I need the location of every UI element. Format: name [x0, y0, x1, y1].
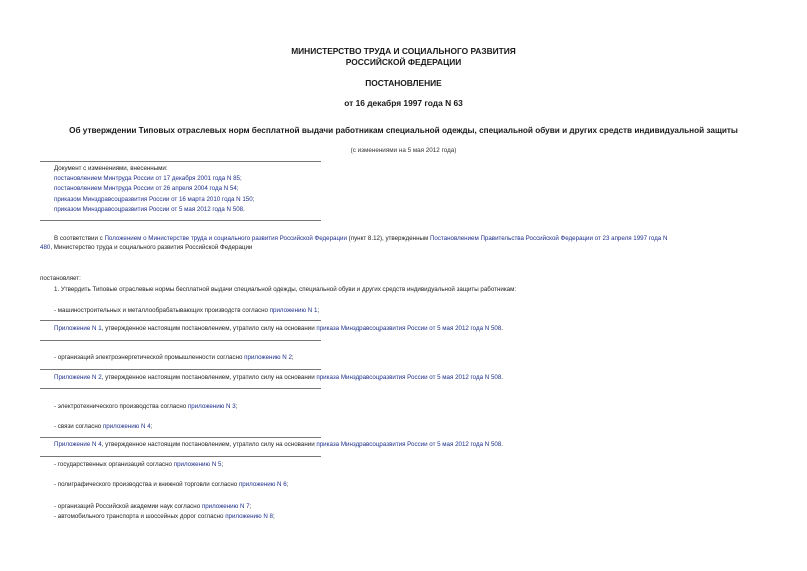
- list-item-text: - автомобильного транспорта и шоссейных дорог согласно: [54, 513, 226, 520]
- order-508-link[interactable]: приказа Минздравсоцразвития России от 5 мая 2012 года N 508: [316, 374, 502, 381]
- order-508-link[interactable]: приказа Минздравсоцразвития России от 5 мая 2012 года N 508: [316, 441, 502, 448]
- list-item-text: - связи согласно: [54, 423, 103, 430]
- list-item: [54, 513, 275, 522]
- divider: [40, 320, 321, 321]
- annex-void-text: , утвержденное настоящим постановлением, утратило силу на основании: [101, 374, 317, 381]
- government-decree-link-number[interactable]: 480: [40, 243, 51, 251]
- preamble-paragraph: [40, 235, 770, 252]
- regulation-link[interactable]: Положением о Министерстве труда и социального развития Российской Федерации: [104, 235, 347, 242]
- changes-intro: Документ с изменениями, внесенными:: [54, 165, 168, 172]
- list-item-text: - организаций электроэнергетической промышленности согласно: [54, 354, 245, 361]
- list-item-end: ;: [150, 423, 153, 430]
- postanovlyaet-text: постановляет:: [40, 275, 81, 282]
- annex-2-link[interactable]: Приложение N 2: [54, 374, 102, 381]
- list-item-end: ;: [249, 503, 252, 510]
- list-item: [54, 461, 223, 470]
- list-item-text: - электротехнического производства согласно: [54, 403, 188, 410]
- divider: [40, 340, 321, 341]
- list-item: [54, 481, 288, 490]
- preamble-text: (пункт 8.12), утвержденным: [346, 235, 430, 242]
- list-item: [54, 503, 251, 512]
- list-item-end: ;: [286, 481, 289, 488]
- appendix-link-8[interactable]: приложению N 8: [225, 513, 273, 520]
- annex-void-note: [54, 441, 503, 450]
- list-item-end: ;: [272, 513, 275, 520]
- annex-void-end: .: [501, 325, 503, 332]
- list-item-end: ;: [291, 354, 294, 361]
- list-item: [54, 403, 237, 412]
- appendix-link-5[interactable]: приложению N 5: [173, 461, 222, 468]
- list-item-text: - государственных организаций согласно: [54, 461, 174, 468]
- list-item: [54, 307, 319, 316]
- appendix-link-4[interactable]: приложению N 4: [102, 423, 151, 430]
- list-item-text: - машиностроительных и металлообрабатывающих производств согласно: [54, 307, 270, 314]
- annex-void-text: , утвержденное настоящим постановлением, утратило силу на основании: [101, 325, 317, 332]
- list-item-text: - организаций Российской академии наук согласно: [54, 503, 202, 510]
- divider: [40, 388, 321, 389]
- document-title: Об утверждении Типовых отраслевых норм бесплатной выдачи работникам специальной одежды, специальной обуви и других средств индивидуальной защиты: [69, 126, 738, 135]
- appendix-link-1[interactable]: приложению N 1: [269, 307, 318, 314]
- ministry-line-2: РОССИЙСКОЙ ФЕДЕРАЦИИ: [345, 57, 462, 67]
- change-link-3[interactable]: приказом Минздравсоцразвития России от 16 марта 2010 года N 150;: [54, 196, 255, 203]
- preamble-text: В соответствии с: [54, 235, 105, 242]
- annex-void-end: .: [501, 374, 503, 381]
- divider: [40, 369, 321, 370]
- ministry-line-1: МИНИСТЕРСТВО ТРУДА И СОЦИАЛЬНОГО РАЗВИТИЯ: [291, 46, 516, 56]
- document-revision-note: (с изменениями на 5 мая 2012 года): [350, 147, 457, 154]
- list-item-end: ;: [317, 307, 320, 314]
- appendix-link-2[interactable]: приложению N 2: [244, 354, 292, 361]
- annex-void-note: [54, 374, 503, 383]
- appendix-link-6[interactable]: приложению N 6: [238, 481, 287, 488]
- annex-4-link[interactable]: Приложение N 4: [54, 441, 102, 448]
- document-type: ПОСТАНОВЛЕНИЕ: [365, 78, 442, 88]
- list-item-text: - полиграфического производства и книжной торговли согласно: [54, 481, 239, 488]
- divider: [40, 161, 321, 162]
- list-item-end: ;: [221, 461, 224, 468]
- change-link-2[interactable]: постановлением Минтруда России от 26 апреля 2004 года N 54;: [54, 185, 239, 192]
- annex-1-link[interactable]: Приложение N 1: [54, 325, 102, 332]
- divider: [40, 220, 321, 221]
- preamble-text: , Министерство труда и социального развития Российской Федерации: [50, 243, 253, 251]
- divider: [40, 437, 321, 438]
- annex-void-end: .: [501, 441, 503, 448]
- divider: [40, 456, 321, 457]
- list-item-end: ;: [235, 403, 238, 410]
- annex-void-text: , утвержденное настоящим постановлением, утратило силу на основании: [101, 441, 317, 448]
- list-item: [54, 423, 152, 432]
- document-date-number: от 16 декабря 1997 года N 63: [344, 98, 463, 108]
- appendix-link-7[interactable]: приложению N 7: [201, 503, 250, 510]
- change-link-1[interactable]: постановлением Минтруда России от 17 декабря 2001 года N 85;: [54, 175, 242, 182]
- government-decree-link[interactable]: Постановлением Правительства Российской Федерации от 23 апреля 1997 года N: [429, 235, 668, 242]
- list-item: [54, 354, 294, 363]
- change-link-4[interactable]: приказом Минздравсоцразвития России от 5 мая 2012 года N 508.: [54, 206, 245, 213]
- order-508-link[interactable]: приказа Минздравсоцразвития России от 5 мая 2012 года N 508: [316, 325, 502, 332]
- annex-void-note: [54, 325, 503, 334]
- item-1-text: 1. Утвердить Типовые отраслевые нормы бесплатной выдачи специальной одежды, специальной обуви и других средств индивидуальной защиты работникам:: [54, 286, 517, 293]
- appendix-link-3[interactable]: приложению N 3: [187, 403, 236, 410]
